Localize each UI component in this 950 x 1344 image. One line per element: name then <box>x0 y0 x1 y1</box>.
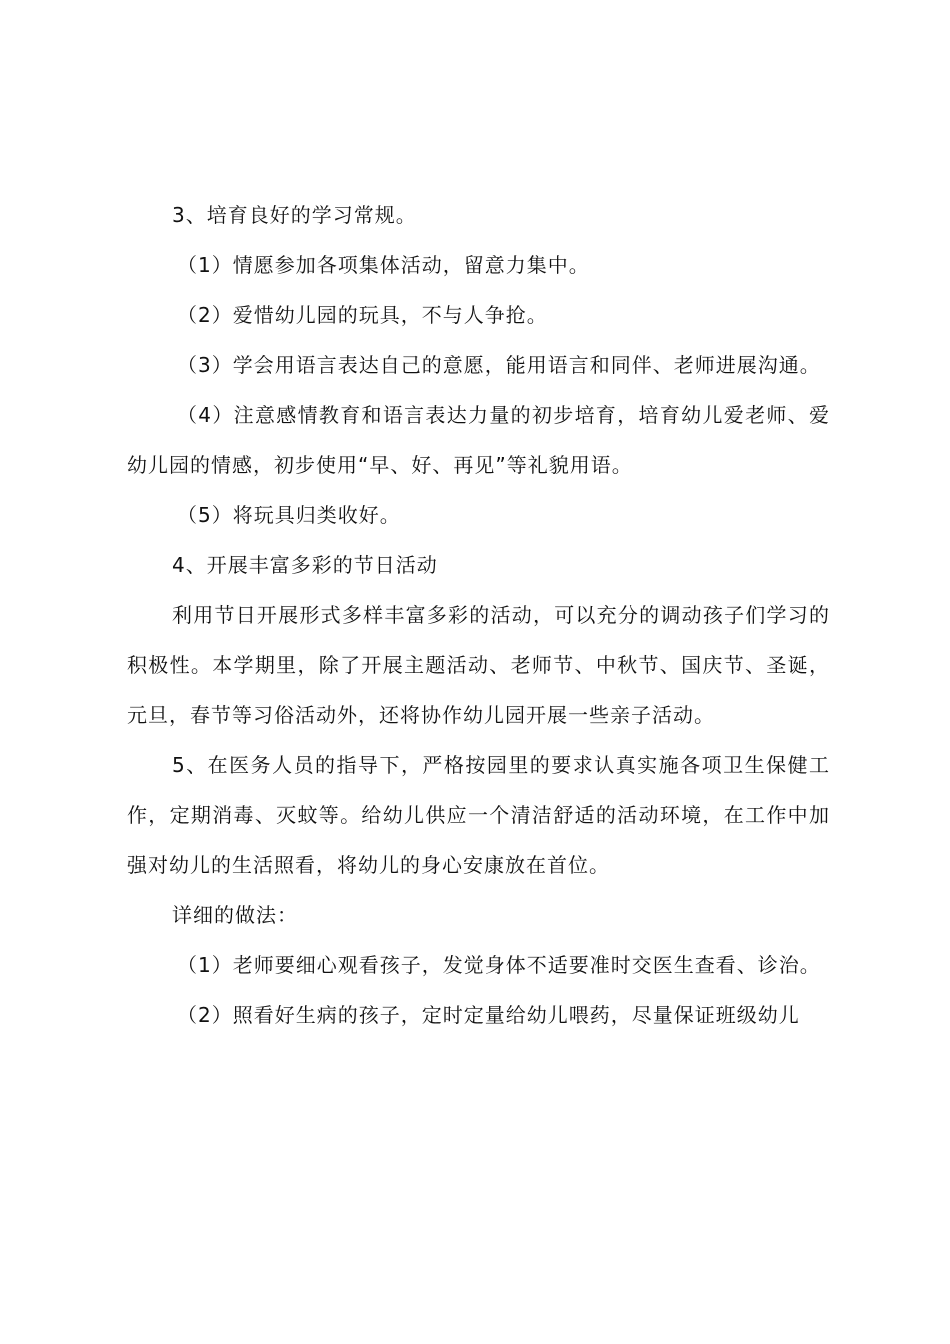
list-item: （4）注意感情教育和语言表达力量的初步培育，培育幼儿爱老师、爱幼儿园的情感，初步使用“早、好、再见”等礼貌用语。 <box>127 403 830 477</box>
section-heading-festival-activities: 4、开展丰富多彩的节日活动 <box>172 553 438 577</box>
body-paragraph: 利用节日开展形式多样丰富多彩的活动，可以充分的调动孩子们学习的积极性。本学期里，除了开展主题活动、老师节、中秋节、国庆节、圣诞，元旦，春节等习俗活动外，还将协作幼儿园开展一些亲子活动。 <box>127 603 830 727</box>
section-heading-health-care: 5、在医务人员的指导下，严格按园里的要求认真实施各项卫生保健工作，定期消毒、灭蚊等。给幼儿供应一个清洁舒适的活动环境，在工作中加强对幼儿的生活照看，将幼儿的身心安康放在首位。 <box>127 753 830 877</box>
list-item: （5）将玩具归类收好。 <box>177 503 401 527</box>
list-item: （2）爱惜幼儿园的玩具，不与人争抢。 <box>177 303 548 327</box>
list-item: （1）老师要细心观看孩子，发觉身体不适要准时交医生查看、诊治。 <box>177 953 821 977</box>
document-body <box>127 190 830 1040</box>
list-item: （3）学会用语言表达自己的意愿，能用语言和同伴、老师进展沟通。 <box>177 353 821 377</box>
section-heading-learning-habits: 3、培育良好的学习常规。 <box>172 203 417 227</box>
subheading-detailed-methods: 详细的做法： <box>172 903 298 927</box>
list-item: （2）照看好生病的孩子，定时定量给幼儿喂药，尽量保证班级幼儿 <box>177 1003 800 1027</box>
list-item: （1）情愿参加各项集体活动，留意力集中。 <box>177 253 590 277</box>
